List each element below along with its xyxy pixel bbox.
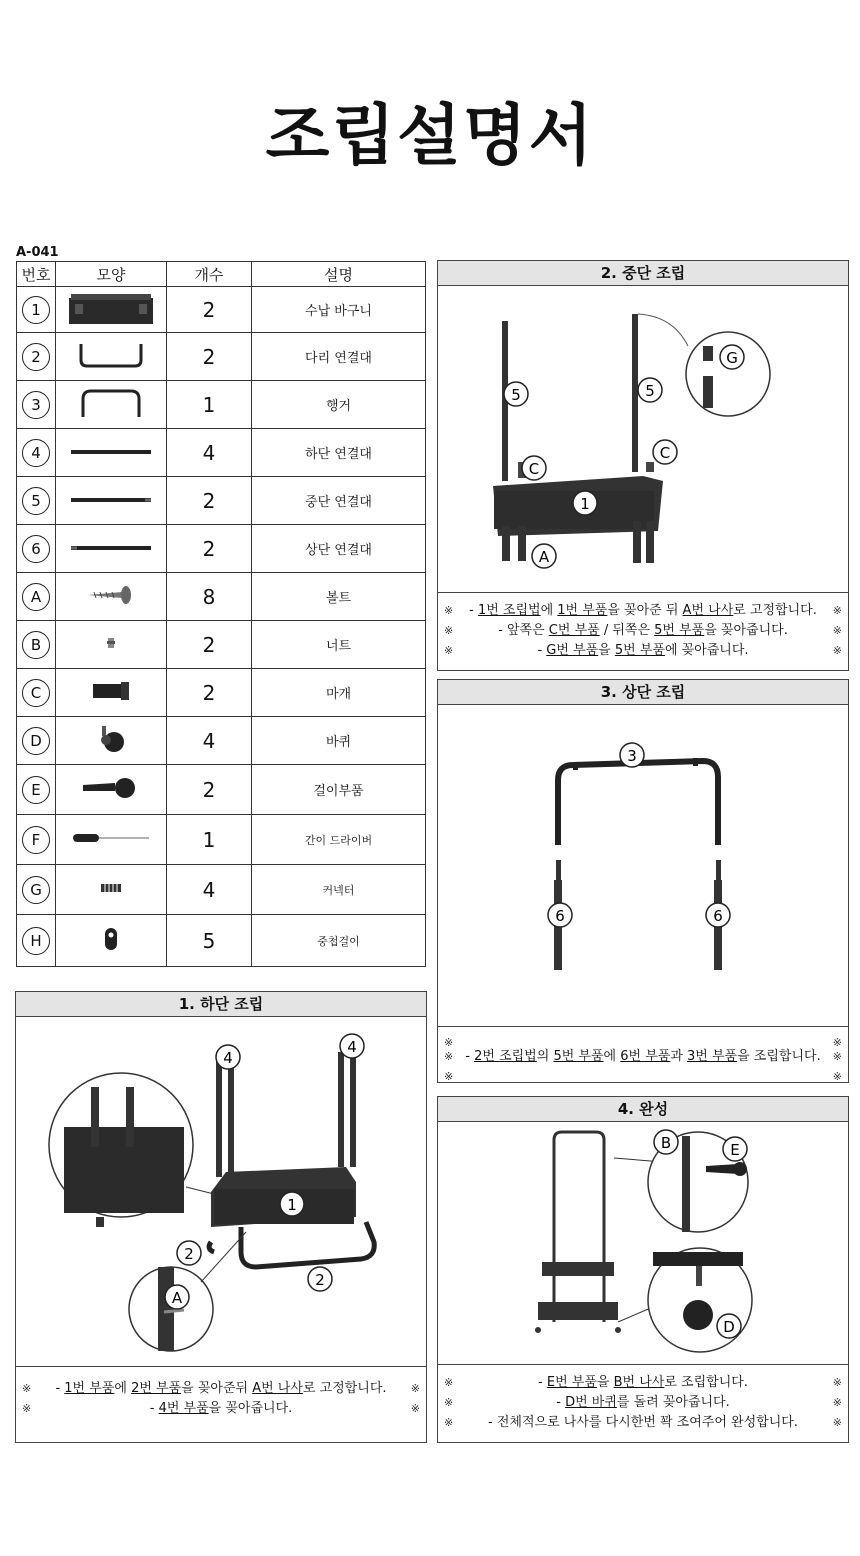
svg-text:2: 2 xyxy=(184,1245,194,1263)
part-count: 4 xyxy=(167,865,252,915)
note-line: ※ - G번 부품을 5번 부품에 꽂아줍니다. ※ xyxy=(444,643,842,658)
part-desc: 중단 연결대 xyxy=(252,477,426,525)
label-part-G xyxy=(720,345,744,369)
svg-text:3: 3 xyxy=(627,747,637,765)
step1-notes xyxy=(16,1366,426,1442)
stack-hook-icon xyxy=(56,915,167,967)
part-id-badge: 4 xyxy=(22,439,50,467)
table-row xyxy=(17,765,426,815)
svg-text:1: 1 xyxy=(580,495,590,513)
part-desc: 다리 연결대 xyxy=(252,333,426,381)
part-id-badge: A xyxy=(22,583,50,611)
part-id-badge: 6 xyxy=(22,535,50,563)
label-part-3 xyxy=(620,743,644,767)
label-part-2-right xyxy=(308,1267,332,1291)
col-number-header: 번호 xyxy=(17,262,56,287)
part-count: 2 xyxy=(167,333,252,381)
label-part-E xyxy=(723,1137,747,1161)
part-count: 4 xyxy=(167,429,252,477)
table-row xyxy=(17,477,426,525)
step3-title: 3. 상단 조립 xyxy=(438,680,848,705)
table-row xyxy=(17,815,426,865)
table-row xyxy=(17,669,426,717)
part-desc: 걸이부품 xyxy=(252,765,426,815)
part-id-badge: B xyxy=(22,631,50,659)
svg-text:4: 4 xyxy=(223,1049,233,1067)
hanger-icon xyxy=(56,381,167,429)
part-desc: 중첩걸이 xyxy=(252,915,426,967)
note-line: ※ ※ xyxy=(444,1036,842,1049)
label-part-6-right xyxy=(706,903,730,927)
table-row xyxy=(17,333,426,381)
step4-title: 4. 완성 xyxy=(438,1097,848,1122)
model-number: A-041 xyxy=(16,245,59,260)
part-id-badge: D xyxy=(22,727,50,755)
part-count: 2 xyxy=(167,525,252,573)
table-header-row xyxy=(17,262,426,287)
note-line: ※ - 앞쪽은 C번 부품 / 뒤쪽은 5번 부품을 꽂아줍니다. ※ xyxy=(444,623,842,638)
part-id-badge: 3 xyxy=(22,391,50,419)
upper-pole-icon xyxy=(56,525,167,573)
cap-icon xyxy=(56,669,167,717)
svg-text:C: C xyxy=(528,460,540,478)
part-count: 2 xyxy=(167,669,252,717)
part-desc: 상단 연결대 xyxy=(252,525,426,573)
label-part-4-left xyxy=(216,1045,240,1069)
table-row xyxy=(17,865,426,915)
part-count: 2 xyxy=(167,477,252,525)
step4-panel xyxy=(437,1096,849,1443)
part-desc: 간이 드라이버 xyxy=(252,815,426,865)
step1-panel xyxy=(15,991,427,1443)
note-line: ※ - D번 바퀴를 돌려 꽂아줍니다. ※ xyxy=(444,1395,842,1410)
part-desc: 마개 xyxy=(252,669,426,717)
lower-pole-icon xyxy=(56,429,167,477)
page-title: 조립설명서 xyxy=(265,97,595,174)
svg-text:5: 5 xyxy=(645,382,655,400)
step1-diagram xyxy=(16,1017,426,1367)
part-count: 2 xyxy=(167,287,252,333)
table-row xyxy=(17,381,426,429)
bolt-icon xyxy=(56,573,167,621)
part-id-badge: E xyxy=(22,776,50,804)
label-part-5-left xyxy=(504,382,528,406)
part-id-badge: 1 xyxy=(22,296,50,324)
col-desc-header: 설명 xyxy=(252,262,426,287)
leg-connector-icon xyxy=(56,333,167,381)
part-desc: 너트 xyxy=(252,621,426,669)
note-line: ※ - E번 부품을 B번 나사로 조립합니다. ※ xyxy=(444,1375,842,1390)
label-part-D xyxy=(717,1314,741,1338)
part-count: 1 xyxy=(167,381,252,429)
part-count: 8 xyxy=(167,573,252,621)
step1-title: 1. 하단 조립 xyxy=(16,992,426,1017)
table-row xyxy=(17,573,426,621)
svg-text:2: 2 xyxy=(315,1271,325,1289)
wheel-icon xyxy=(56,717,167,765)
part-count: 2 xyxy=(167,765,252,815)
table-row xyxy=(17,525,426,573)
note-line: ※ ※ xyxy=(444,1070,842,1083)
part-desc: 행거 xyxy=(252,381,426,429)
label-part-1 xyxy=(573,491,597,515)
step2-diagram xyxy=(438,286,848,591)
part-id-badge: 5 xyxy=(22,487,50,515)
label-part-4-right xyxy=(340,1034,364,1058)
table-row xyxy=(17,717,426,765)
step2-title: 2. 중단 조립 xyxy=(438,261,848,286)
step4-diagram xyxy=(438,1122,848,1362)
step2-panel xyxy=(437,260,849,671)
part-desc: 수납 바구니 xyxy=(252,287,426,333)
label-part-A xyxy=(532,544,556,568)
svg-text:6: 6 xyxy=(713,907,723,925)
note-line: ※ - 2번 조립법의 5번 부품에 6번 부품과 3번 부품을 조립합니다. ※ xyxy=(444,1049,842,1064)
label-part-5-right xyxy=(638,378,662,402)
svg-text:C: C xyxy=(659,444,671,462)
note-line: ※ - 4번 부품을 꽂아줍니다. ※ xyxy=(22,1401,420,1416)
svg-text:G: G xyxy=(726,349,738,367)
part-desc: 볼트 xyxy=(252,573,426,621)
step4-notes xyxy=(438,1364,848,1442)
note-line: ※ - 1번 조립법에 1번 부품을 꽂아준 뒤 A번 나사로 고정합니다. ※ xyxy=(444,603,842,618)
label-part-A xyxy=(165,1285,189,1309)
label-part-6-left xyxy=(548,903,572,927)
col-shape-header: 모양 xyxy=(56,262,167,287)
hook-part-icon xyxy=(56,765,167,815)
part-id-badge: G xyxy=(22,876,50,904)
nut-icon xyxy=(56,621,167,669)
col-count-header: 개수 xyxy=(167,262,252,287)
svg-text:1: 1 xyxy=(287,1196,297,1214)
step3-panel xyxy=(437,679,849,1083)
label-part-C-left xyxy=(522,456,546,480)
svg-text:A: A xyxy=(538,548,550,566)
svg-text:6: 6 xyxy=(555,907,565,925)
label-part-2-left xyxy=(177,1241,201,1265)
part-id-badge: F xyxy=(22,826,50,854)
note-line: ※ - 전체적으로 나사를 다시한번 꽉 조여주어 완성합니다. ※ xyxy=(444,1415,842,1430)
svg-text:4: 4 xyxy=(347,1038,357,1056)
svg-text:5: 5 xyxy=(511,386,521,404)
step3-diagram xyxy=(438,705,848,1025)
screwdriver-icon xyxy=(56,815,167,865)
basket-icon xyxy=(56,287,167,333)
step3-notes xyxy=(438,1026,848,1082)
label-part-1 xyxy=(280,1192,304,1216)
table-row xyxy=(17,915,426,967)
part-count: 1 xyxy=(167,815,252,865)
connector-icon xyxy=(56,865,167,915)
table-row xyxy=(17,429,426,477)
middle-pole-icon xyxy=(56,477,167,525)
part-desc: 바퀴 xyxy=(252,717,426,765)
part-count: 2 xyxy=(167,621,252,669)
note-line: ※ - 1번 부품에 2번 부품을 꽂아준뒤 A번 나사로 고정합니다. ※ xyxy=(22,1381,420,1396)
svg-text:D: D xyxy=(723,1318,735,1336)
svg-text:B: B xyxy=(660,1134,672,1152)
step2-notes xyxy=(438,592,848,670)
parts-table xyxy=(16,261,426,967)
svg-text:E: E xyxy=(730,1141,740,1159)
part-id-badge: H xyxy=(22,927,50,955)
table-row xyxy=(17,287,426,333)
part-id-badge: C xyxy=(22,679,50,707)
part-id-badge: 2 xyxy=(22,343,50,371)
table-row xyxy=(17,621,426,669)
svg-text:A: A xyxy=(171,1289,183,1307)
label-part-B xyxy=(654,1130,678,1154)
part-desc: 커넥터 xyxy=(252,865,426,915)
part-desc: 하단 연결대 xyxy=(252,429,426,477)
part-count: 5 xyxy=(167,915,252,967)
part-count: 4 xyxy=(167,717,252,765)
label-part-C-right xyxy=(653,440,677,464)
